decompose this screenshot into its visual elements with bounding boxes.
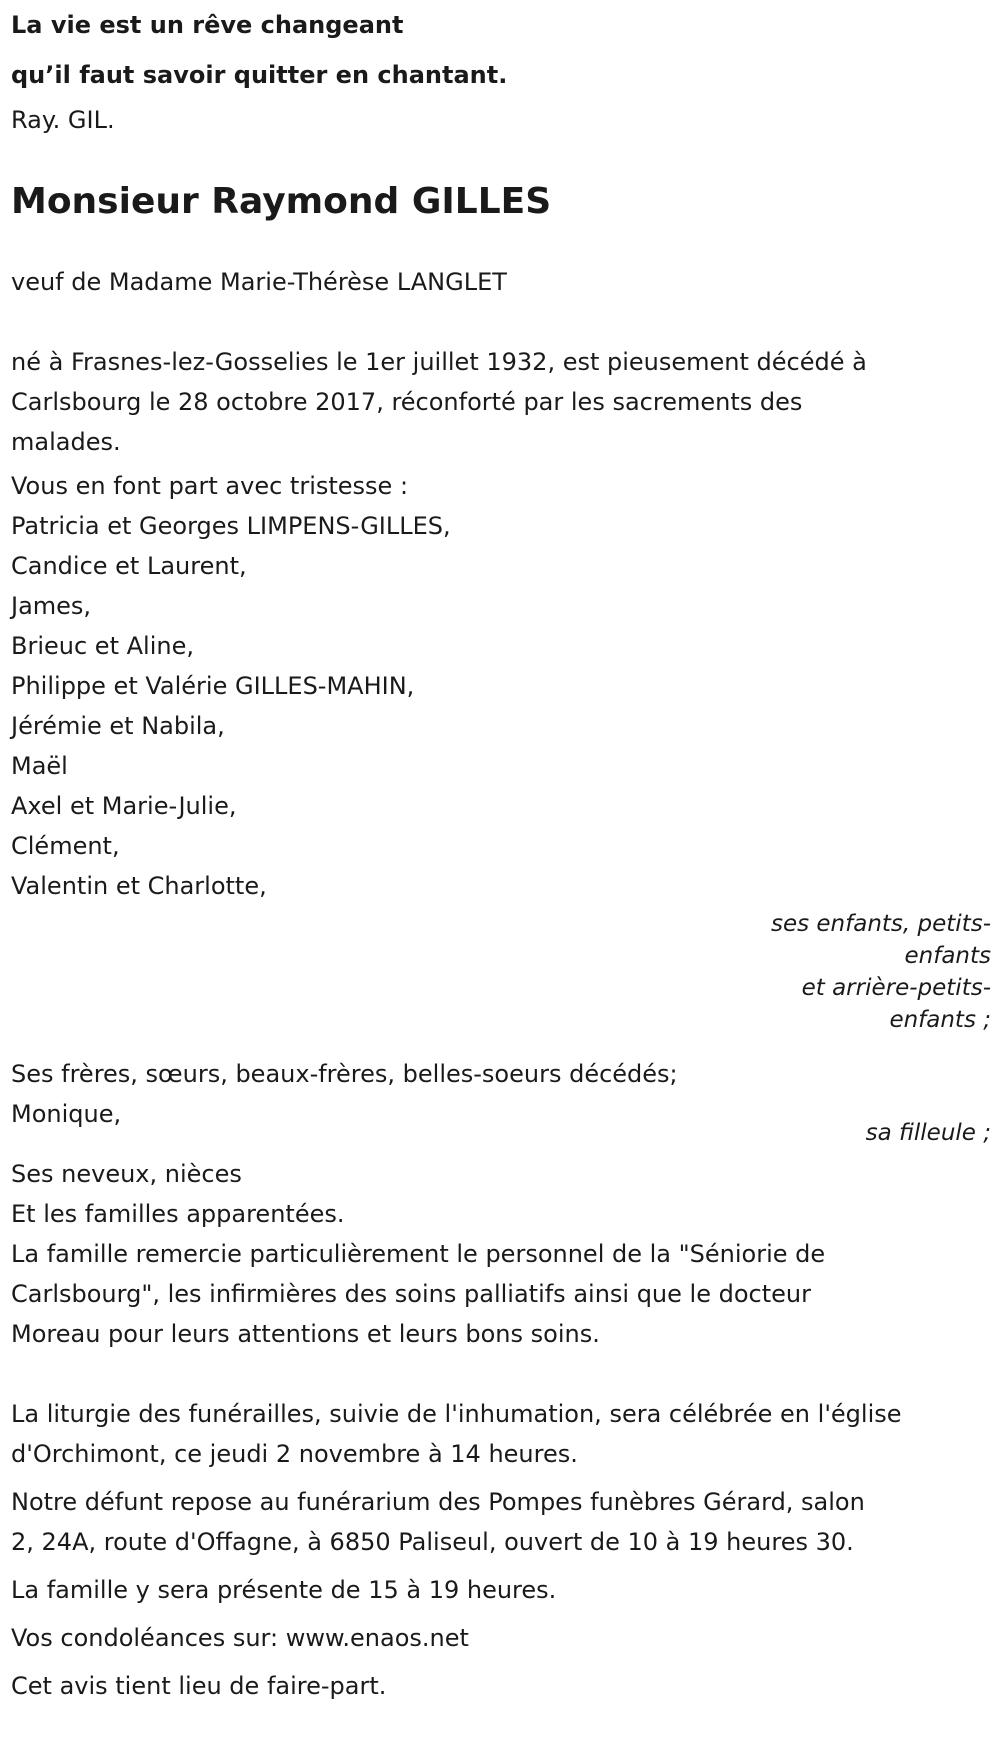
widow-of: veuf de Madame Marie-Thérèse LANGLET (11, 268, 507, 296)
family-member: Candice et Laurent, (11, 552, 247, 580)
quote-author: Ray. GIL. (11, 106, 115, 134)
rest-line: 2, 24A, route d'Offagne, à 6850 Paliseul, ouvert de 10 à 19 heures 30. (11, 1528, 854, 1556)
children-role (11, 908, 991, 972)
thanks-line: Moreau pour leurs attentions et leurs bons soins. (11, 1320, 600, 1348)
quote-line-1: La vie est un rêve changeant (11, 11, 404, 39)
family-member: James, (11, 592, 92, 620)
children-role-line: enfants (904, 943, 991, 969)
family-member: Philippe et Valérie GILLES-MAHIN, (11, 672, 415, 700)
birth-death-line: malades. (11, 428, 121, 456)
grandchildren-role (11, 972, 991, 1036)
family-member: Clément, (11, 832, 120, 860)
children-role-line: ses enfants, petits- (770, 911, 991, 937)
thanks-paragraph (11, 1234, 991, 1354)
family-member: Brieuc et Aline, (11, 632, 194, 660)
family-member: Axel et Marie-Julie, (11, 792, 237, 820)
birth-death-line: Carlsbourg le 28 octobre 2017, réconforté par les sacrements des (11, 388, 803, 416)
liturgy-paragraph (11, 1394, 991, 1474)
nephews: Ses neveux, nièces (11, 1160, 242, 1188)
family-list (11, 466, 991, 906)
rest-paragraph (11, 1482, 991, 1562)
grandchildren-role-line: et arrière-petits- (801, 975, 991, 1001)
condolences: Vos condoléances sur: www.enaos.net (11, 1624, 469, 1652)
family-member: Valentin et Charlotte, (11, 872, 267, 900)
goddaughter-role: sa filleule ; (865, 1120, 991, 1146)
thanks-line: Carlsbourg", les infirmières des soins palliatifs ainsi que le docteur (11, 1280, 811, 1308)
liturgy-line: d'Orchimont, ce jeudi 2 novembre à 14 heures. (11, 1440, 578, 1468)
rest-line: Notre défunt repose au funérarium des Pompes funèbres Gérard, salon (11, 1488, 865, 1516)
family-intro: Vous en font part avec tristesse : (11, 472, 409, 500)
relatives: Et les familles apparentées. (11, 1200, 345, 1228)
grandchildren-role-line: enfants ; (889, 1007, 991, 1033)
liturgy-line: La liturgie des funérailles, suivie de l'inhumation, sera célébrée en l'église (11, 1400, 902, 1428)
quote-line-2: qu’il faut savoir quitter en chantant. (11, 61, 508, 89)
birth-death-paragraph (11, 342, 991, 462)
obituary-notice (11, 0, 991, 1706)
birth-death-line: né à Frasnes-lez-Gosselies le 1er juillet 1932, est pieusement décédé à (11, 348, 867, 376)
family-member: Patricia et Georges LIMPENS-GILLES, (11, 512, 451, 540)
family-member: Maël (11, 752, 68, 780)
notice: Cet avis tient lieu de faire-part. (11, 1672, 387, 1700)
presence: La famille y sera présente de 15 à 19 heures. (11, 1576, 557, 1604)
goddaughter: Monique, (11, 1100, 122, 1128)
thanks-line: La famille remercie particulièrement le personnel de la "Séniorie de (11, 1240, 826, 1268)
family-member: Jérémie et Nabila, (11, 712, 225, 740)
deceased-name: Monsieur Raymond GILLES (11, 181, 552, 222)
siblings: Ses frères, sœurs, beaux-frères, belles-soeurs décédés; (11, 1060, 678, 1088)
